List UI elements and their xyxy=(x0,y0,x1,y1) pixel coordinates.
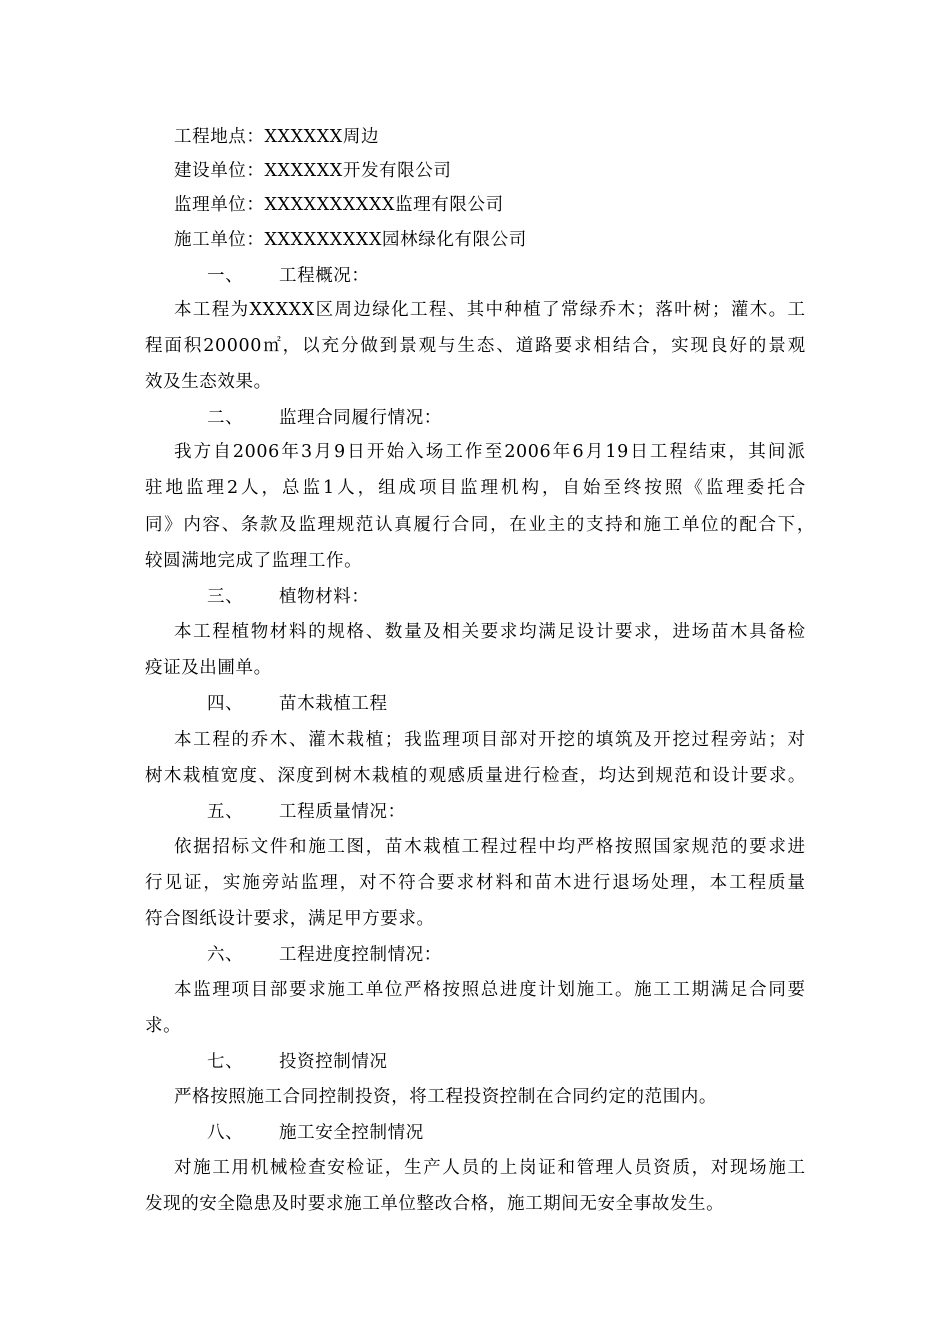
paragraph-line: 驻 地 监 理 2 人 ， 总 监 1 人 ， 组 成 项 目 监 理 机 构 ， 自 始 至 终 按 照 《 监 理 委 托 合 xyxy=(145,478,806,498)
paragraph-line: 依 据 招 标 文 件 和 施 工 图 ， 苗 木 栽 植 工 程 过 程 中 均 严 格 按 照 国 家 规 范 的 要 求 进 xyxy=(174,837,806,857)
section-number: 三、 xyxy=(207,587,244,607)
section-heading xyxy=(207,585,370,609)
section-heading xyxy=(207,1121,424,1145)
section-heading xyxy=(207,1050,388,1074)
section-title: 监理合同履行情况： xyxy=(279,408,442,428)
paragraph-line: 行 见 证 ， 实 施 旁 站 监 理 ， 对 不 符 合 要 求 材 料 和 苗 木 进 行 退 场 处 理 ， 本 工 程 质 量 xyxy=(145,873,806,893)
paragraph-line: 程 面 积 20000 ㎡ ， 以 充 分 做 到 景 观 与 生 态 、 道 路 要 求 相 结 合 ， 实 现 良 好 的 景 观 xyxy=(145,336,806,356)
section-title: 投资控制情况 xyxy=(279,1052,388,1072)
section-title: 工程质量情况： xyxy=(279,802,406,822)
section-heading xyxy=(207,406,442,430)
section-number: 六、 xyxy=(207,945,244,965)
section-title: 施工安全控制情况 xyxy=(279,1123,424,1143)
supervision-unit: 监理单位：XXXXXXXXXX监理有限公司 xyxy=(174,195,504,215)
paragraph-line: 我 方 自 2006 年 3 月 9 日 开 始 入 场 工 作 至 2006 年 6 月 19 日 工 程 结 束 ， 其 间 派 xyxy=(174,442,806,462)
section-number: 八、 xyxy=(207,1123,244,1143)
section-heading xyxy=(207,943,442,967)
paragraph-line: 本 工 程 为 XXXXX 区 周 边 绿 化 工 程 、 其 中 种 植 了 常 绿 乔 木 ； 落 叶 树 ； 灌 木 。 工 xyxy=(174,300,806,320)
paragraph-line: 对 施 工 用 机 械 检 查 安 检 证 ， 生 产 人 员 的 上 岗 证 和 管 理 人 员 资 质 ， 对 现 场 施 工 xyxy=(174,1158,806,1178)
paragraph-line: 同 》 内 容 、 条 款 及 监 理 规 范 认 真 履 行 合 同 ， 在 业 主 的 支 持 和 施 工 单 位 的 配 合 下 ， xyxy=(145,515,815,535)
paragraph-line: 疫证及出圃单。 xyxy=(145,658,272,678)
paragraph-line: 严格按照施工合同控制投资，将工程投资控制在合同约定的范围内。 xyxy=(174,1087,717,1107)
section-heading xyxy=(207,692,388,716)
section-heading xyxy=(207,264,370,288)
paragraph-line: 本 工 程 植 物 材 料 的 规 格 、 数 量 及 相 关 要 求 均 满 足 设 计 要 求 ， 进 场 苗 木 具 备 检 xyxy=(174,622,806,642)
paragraph-line: 较圆满地完成了监理工作。 xyxy=(145,551,363,571)
section-title: 苗木栽植工程 xyxy=(279,694,388,714)
paragraph-line: 求。 xyxy=(145,1016,182,1036)
section-number: 四、 xyxy=(207,694,244,714)
paragraph-line: 本 监 理 项 目 部 要 求 施 工 单 位 严 格 按 照 总 进 度 计 划 施 工 。 施 工 工 期 满 足 合 同 要 xyxy=(174,980,806,1000)
section-number: 五、 xyxy=(207,802,244,822)
paragraph-line: 符合图纸设计要求，满足甲方要求。 xyxy=(145,909,435,929)
paragraph-line: 树 木 栽 植 宽 度 、 深 度 到 树 木 栽 植 的 观 感 质 量 进 行 检 查 ， 均 达 到 规 范 和 设 计 要 求 。 xyxy=(145,766,806,786)
client-unit: 建设单位：XXXXXX开发有限公司 xyxy=(174,161,452,181)
section-title: 工程概况： xyxy=(279,266,370,286)
section-number: 七、 xyxy=(207,1052,244,1072)
paragraph-line: 发现的安全隐患及时要求施工单位整改合格，施工期间无安全事故发生。 xyxy=(145,1194,725,1214)
section-title: 植物材料： xyxy=(279,587,370,607)
construction-unit: 施工单位：XXXXXXXXX园林绿化有限公司 xyxy=(174,230,527,250)
paragraph-line: 本 工 程 的 乔 木 、 灌 木 栽 植 ； 我 监 理 项 目 部 对 开 挖 的 填 筑 及 开 挖 过 程 旁 站 ； 对 xyxy=(174,730,806,750)
section-number: 一、 xyxy=(207,266,244,286)
paragraph-line: 效及生态效果。 xyxy=(145,372,272,392)
section-title: 工程进度控制情况： xyxy=(279,945,442,965)
section-heading xyxy=(207,800,406,824)
project-location: 工程地点：XXXXXX周边 xyxy=(174,127,380,147)
section-number: 二、 xyxy=(207,408,244,428)
